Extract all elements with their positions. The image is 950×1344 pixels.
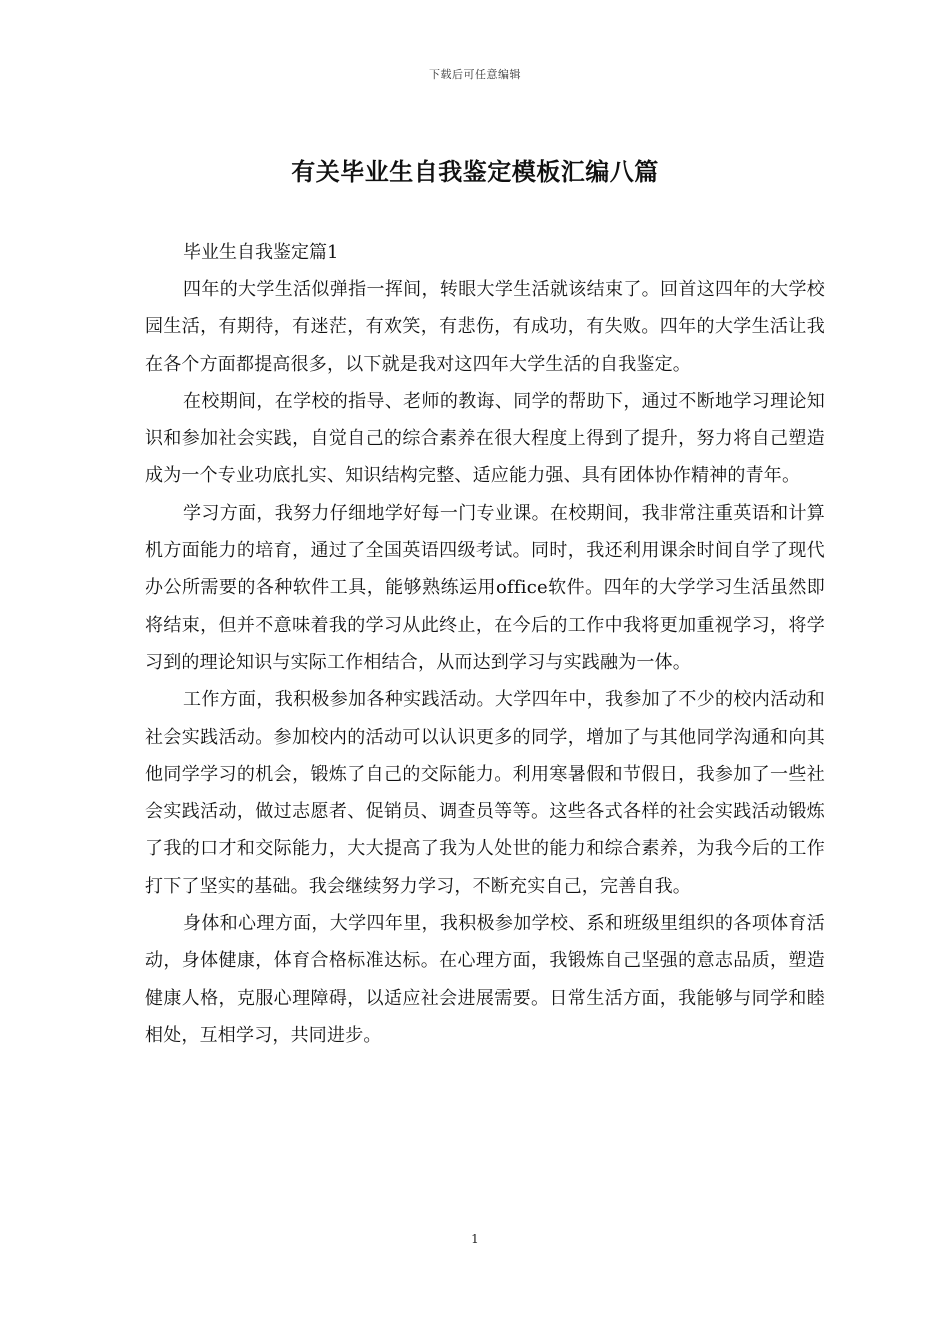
paragraph-health: 身体和心理方面，大学四年里，我积极参加学校、系和班级里组织的各项体育活动，身体健康，体育合格标准达标。在心理方面，我锻炼自己坚强的意志品质，塑造健康人格，克服心理障碍，以适应社会进展需要。日常生活方面，我能够与同学和睦相处，互相学习，共同进步。 — [145, 913, 825, 1046]
header-note: 下载后可任意编辑 — [429, 68, 521, 81]
paragraph-work: 工作方面，我积极参加各种实践活动。大学四年中，我参加了不少的校内活动和社会实践活动。参加校内的活动可以认识更多的同学，增加了与其他同学沟通和向其他同学学习的机会，锻炼了自己的交际能力。利用寒暑假和节假日，我参加了一些社会实践活动，做过志愿者、促销员、调查员等等。这些各式各样的社会实践活动锻炼了我的口才和交际能力，大大提高了我为人处世的能力和综合素养，为我今后的工作打下了坚实的基础。我会继续努力学习，不断充实自己，完善自我。 — [145, 689, 825, 897]
document-title: 有关毕业生自我鉴定模板汇编八篇 — [291, 157, 659, 186]
section-heading: 毕业生自我鉴定篇1 — [183, 242, 339, 263]
document-body — [145, 234, 825, 1054]
paragraph-school-period: 在校期间，在学校的指导、老师的教诲、同学的帮助下，通过不断地学习理论知识和参加社会实践，自觉自己的综合素养在很大程度上得到了提升，努力将自己塑造成为一个专业功底扎实、知识结构完整、适应能力强、具有团体协作精神的青年。 — [145, 390, 825, 487]
paragraph-intro: 四年的大学生活似弹指一挥间，转眼大学生活就该结束了。回首这四年的大学校园生活，有期待，有迷茫，有欢笑，有悲伤，有成功，有失败。四年的大学生活让我在各个方面都提高很多，以下就是我对这四年大学生活的自我鉴定。 — [145, 279, 825, 375]
paragraph-study: 学习方面，我努力仔细地学好每一门专业课。在校期间，我非常注重英语和计算机方面能力的培育，通过了全国英语四级考试。同时，我还利用课余时间自学了现代办公所需要的各种软件工具，能够熟练运用office软件。四年的大学学习生活虽然即将结束，但并不意味着我的学习从此终止，在今后的工作中我将更加重视学习，将学习到的理论知识与实际工作相结合，从而达到学习与实践融为一体。 — [145, 502, 825, 673]
page-number: 1 — [471, 1232, 479, 1246]
